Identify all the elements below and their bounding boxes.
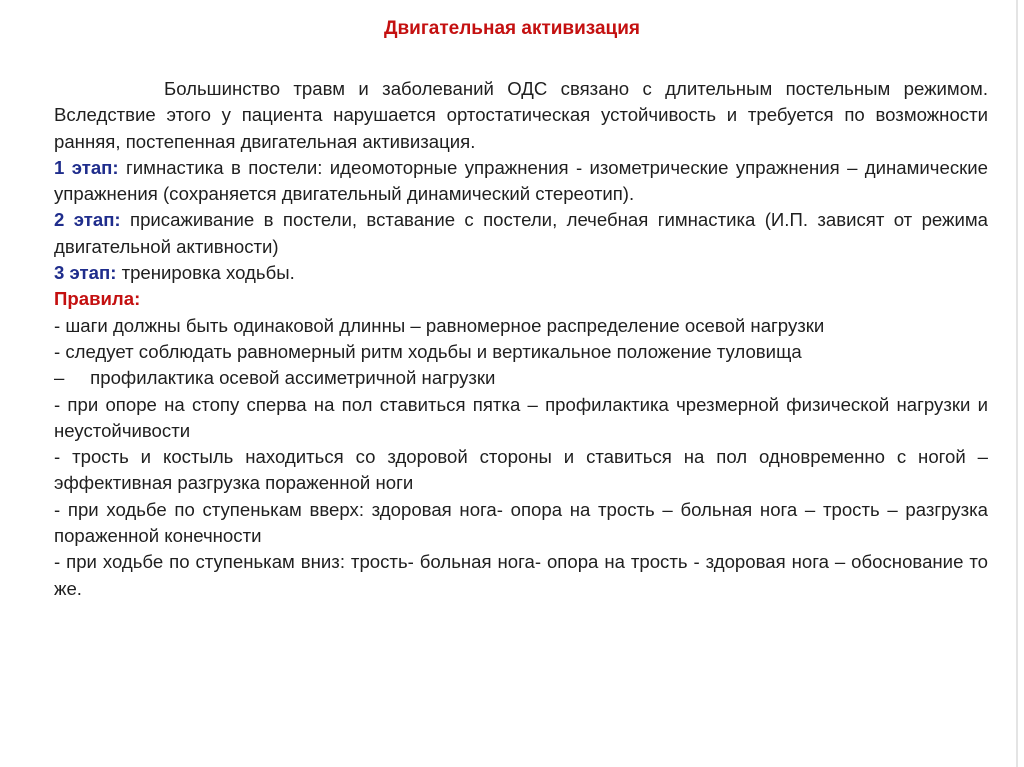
slide-title: Двигательная активизация (383, 18, 641, 39)
stage-3-label: 3 этап: (54, 262, 117, 284)
slide-body (54, 76, 988, 602)
rule-item: - следует соблюдать равномерный ритм ходьбы и вертикальное положение туловища (54, 340, 802, 362)
rule-item: – профилактика осевой ассиметричной нагрузки (54, 367, 496, 389)
stage-2-label: 2 этап: (54, 209, 121, 231)
rule-item: - при опоре на стопу сперва на пол ставиться пятка – профилактика чрезмерной физической нагрузки и неустойчивости (54, 393, 988, 441)
rule-item: - при ходьбе по ступенькам вниз: трость- больная нога- опора на трость - здоровая нога – обоснование то же. (54, 551, 988, 599)
rule-item: - трость и костыль находиться со здоровой стороны и ставиться на пол одновременно с ногой – эффективная разгрузка пораженной ноги (54, 446, 988, 494)
rule-item: - при ходьбе по ступенькам вверх: здоровая нога- опора на трость – больная нога – трость – разгрузка пораженной конечности (54, 498, 988, 547)
stage-3-text: тренировка ходьбы. (116, 262, 295, 284)
right-edge-divider (1016, 0, 1018, 767)
stage-2-text: присаживание в постели, вставание с постели, лечебная гимнастика (И.П. зависят от режима двигательной активности) (54, 209, 989, 257)
stage-1-label: 1 этап: (54, 156, 119, 178)
stage-2 (54, 207, 988, 260)
rule-item: - шаги должны быть одинаковой длинны – равномерное распределение осевой нагрузки (54, 314, 825, 336)
intro-paragraph: Большинство травм и заболеваний ОДС связано с длительным постельным режимом. Вследствие этого у пациента нарушается ортостатическая устойчивость и требуется по возможности ранняя, постепенная двигательная активизация. (54, 78, 988, 152)
stage-1 (54, 155, 988, 208)
rules-heading: Правила: (54, 288, 141, 310)
stage-3 (54, 260, 988, 286)
stage-1-text: гимнастика в постели: идеомоторные упражнения - изометрические упражнения – динамические упражнения (сохраняется двигательный динамический стереотип). (54, 156, 988, 205)
